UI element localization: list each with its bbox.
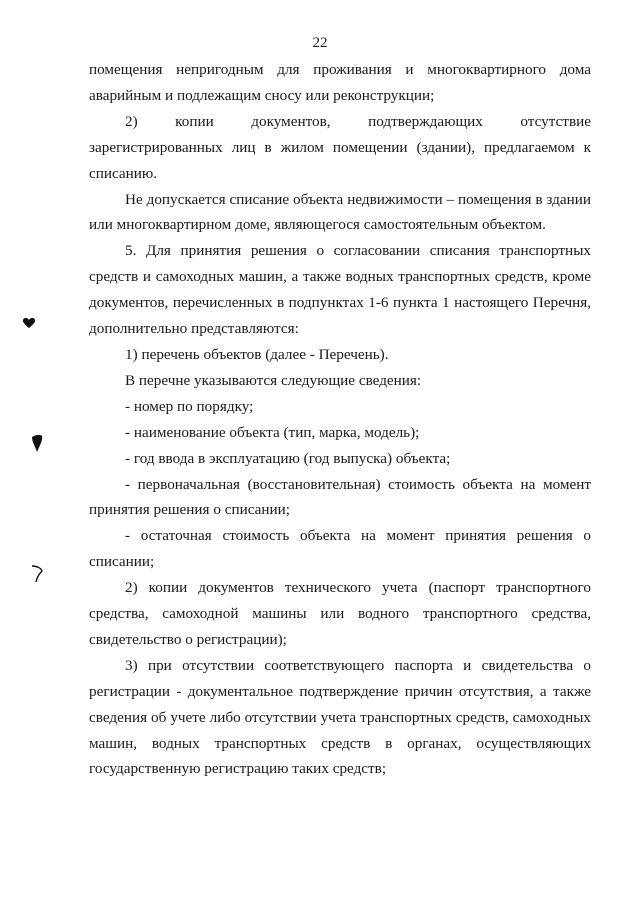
list-item-3: - год ввода в эксплуатацию (год выпуска) объекта;	[125, 449, 451, 467]
paragraph-2: 2) копии документов, подтверждающих отсутствие зарегистрированных лиц в жилом помещении (здании), предлагаемом к списанию.	[89, 112, 591, 182]
paragraph-5: 1) перечень объектов (далее - Перечень).	[125, 345, 389, 363]
paragraph-1: помещения непригодным для проживания и многоквартирного дома аварийным и подлежащим сносу или реконструкции;	[89, 61, 591, 104]
document-body	[89, 57, 591, 782]
list-item-2: - наименование объекта (тип, марка, модель);	[125, 423, 420, 441]
list-item-1: - номер по порядку;	[125, 397, 254, 415]
list-item-4: - первоначальная (восстановительная) стоимость объекта на момент принятия решения о списании;	[89, 475, 591, 519]
paragraph-6: В перечне указываются следующие сведения:	[125, 371, 422, 389]
paragraph-7: 2) копии документов технического учета (паспорт транспортного средства, самоходной машины или водного транспортного средства, свидетельство о регистрации);	[89, 579, 591, 648]
paragraph-3: Не допускается списание объекта недвижимости – помещения в здании или многоквартирном доме, являющегося самостоятельным объектом.	[89, 190, 591, 234]
page-number: 22	[312, 35, 328, 51]
paragraph-8: 3) при отсутствии соответствующего паспорта и свидетельства о регистрации - документальное подтверждение причин отсутствия, а также сведения об учете либо отсутствии учета транспортных средств, самоходных машин, водных транспортных средств в органах, осуществляющих государственную регистрацию таких средств;	[89, 656, 591, 778]
list-item-5: - остаточная стоимость объекта на момент принятия решения о списании;	[89, 527, 591, 571]
scan-mark-heart-icon	[22, 317, 36, 329]
paragraph-4: 5. Для принятия решения о согласовании списания транспортных средств и самоходных машин, а также водных транспортных средств, кроме документов, перечисленных в подпунктах 1-6 пункта 1 настоящего Перечня, дополнительно представляются:	[89, 242, 591, 338]
scan-mark-blot-icon	[30, 433, 44, 453]
scan-mark-hook-icon	[30, 563, 44, 583]
